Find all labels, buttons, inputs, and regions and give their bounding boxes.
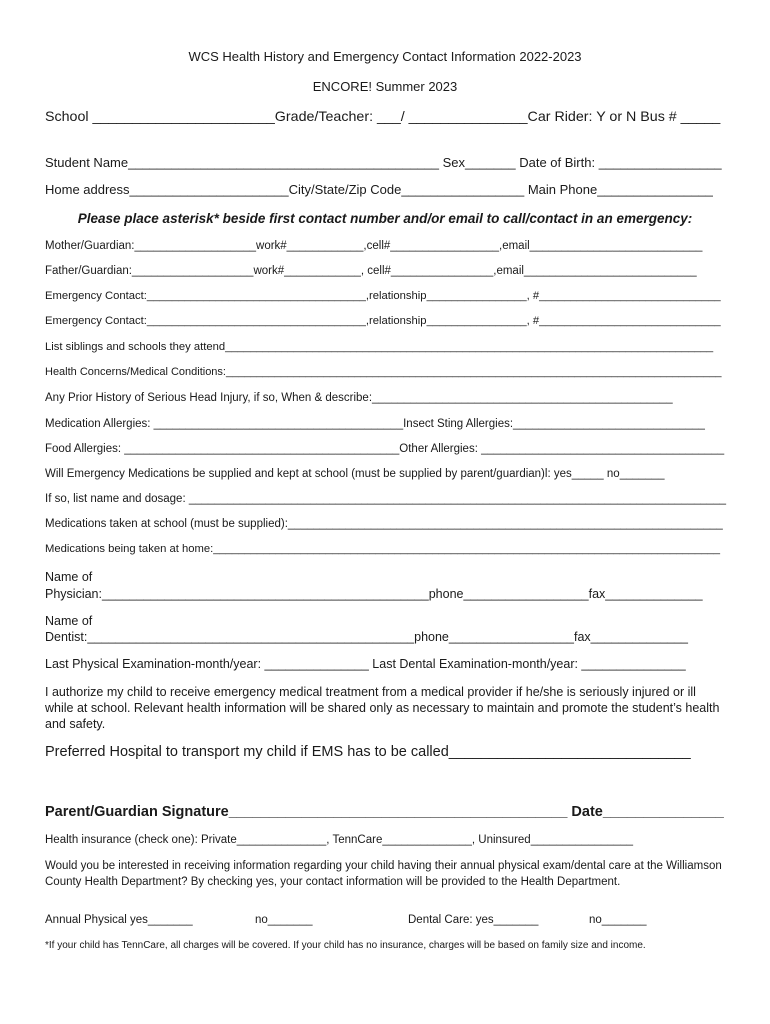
health-department-question: Would you be interested in receiving information regarding your child having their annual physical exam/dental care at the Williamson County Health Department? By checking yes, your contact information will be provided to the Health Department. bbox=[45, 860, 722, 888]
food-allergies-line: Food Allergies: ___________________________________________Other Allergies: ______________________________________ bbox=[45, 443, 725, 455]
annual-physical-yes: Annual Physical yes_______ bbox=[45, 914, 193, 926]
emergency-contact-line-1: Emergency Contact:___________________________________,relationship________________, #_____________________________ bbox=[45, 290, 721, 302]
mother-guardian-line: Mother/Guardian:___________________work#____________,cell#_________________,email___________________________ bbox=[45, 240, 703, 252]
dentist-label: Name of bbox=[45, 614, 93, 628]
physician-label: Name of bbox=[45, 570, 93, 584]
siblings-line: List siblings and schools they attend______________________________________________________________________________ bbox=[45, 341, 714, 353]
annual-physical-no: no_______ bbox=[255, 914, 313, 926]
home-address-line: Home address______________________City/State/Zip Code_________________ Main Phone________________ bbox=[45, 182, 713, 197]
medications-school-line: Medications taken at school (must be supplied):____________________________________________________________________ bbox=[45, 518, 723, 530]
medication-allergies-line: Medication Allergies: _______________________________________Insect Sting Allergies:______________________________ bbox=[45, 418, 705, 430]
dental-care-yes: Dental Care: yes_______ bbox=[408, 914, 539, 926]
dentist-line: Dentist:_______________________________________________phone__________________fax______________ bbox=[45, 630, 689, 644]
head-injury-line: Any Prior History of Serious Head Injury, if so, When & describe:_______________________________________________ bbox=[45, 392, 673, 404]
authorization-paragraph: I authorize my child to receive emergency medical treatment from a medical provider if he/she is seriously injured or ill while at school. Relevant health information will be shared only as necessary to maintain and promote the student’s health and safety. bbox=[45, 685, 720, 731]
dental-care-no: no_______ bbox=[589, 914, 647, 926]
health-insurance-line: Health insurance (check one): Private______________, TennCare______________, Uninsured________________ bbox=[45, 834, 634, 846]
form-subtitle: ENCORE! Summer 2023 bbox=[312, 79, 458, 94]
dosage-line: If so, list name and dosage: ____________________________________________________________________________________ bbox=[45, 493, 727, 505]
health-concerns-line: Health Concerns/Medical Conditions:_________________________________________________________________________________ bbox=[45, 366, 722, 378]
exam-dates-line: Last Physical Examination-month/year: _______________ Last Dental Examination-month/year: _______________ bbox=[45, 657, 686, 671]
father-guardian-line: Father/Guardian:___________________work#____________, cell#________________,email___________________________ bbox=[45, 265, 697, 277]
tenncare-footnote: *If your child has TennCare, all charges will be covered. If your child has no insurance, charges will be based on family size and income. bbox=[45, 940, 646, 951]
school-grade-line: School _______________________Grade/Teacher: ___/ _______________Car Rider: Y or N Bus # _____ bbox=[45, 109, 721, 125]
medications-home-line: Medications being taken at home:_________________________________________________________________________________ bbox=[45, 543, 721, 555]
form-title: WCS Health History and Emergency Contact Information 2022-2023 bbox=[188, 49, 582, 64]
emergency-instruction: Please place asterisk* beside first contact number and/or email to call/contact in an emergency: bbox=[77, 211, 693, 226]
parent-signature-line: Parent/Guardian Signature__________________________________________ Date_______________ bbox=[45, 804, 724, 820]
physician-line: Physician:_______________________________________________phone__________________fax______________ bbox=[45, 587, 703, 601]
emergency-contact-line-2: Emergency Contact:___________________________________,relationship________________, #_____________________________ bbox=[45, 315, 721, 327]
student-name-line: Student Name___________________________________________ Sex_______ Date of Birth: _________________ bbox=[45, 155, 722, 170]
emergency-medications-line: Will Emergency Medications be supplied and kept at school (must be supplied by parent/guardian)l: yes_____ no_______ bbox=[45, 468, 665, 480]
preferred-hospital-line: Preferred Hospital to transport my child if EMS has to be called______________________________ bbox=[45, 744, 691, 760]
